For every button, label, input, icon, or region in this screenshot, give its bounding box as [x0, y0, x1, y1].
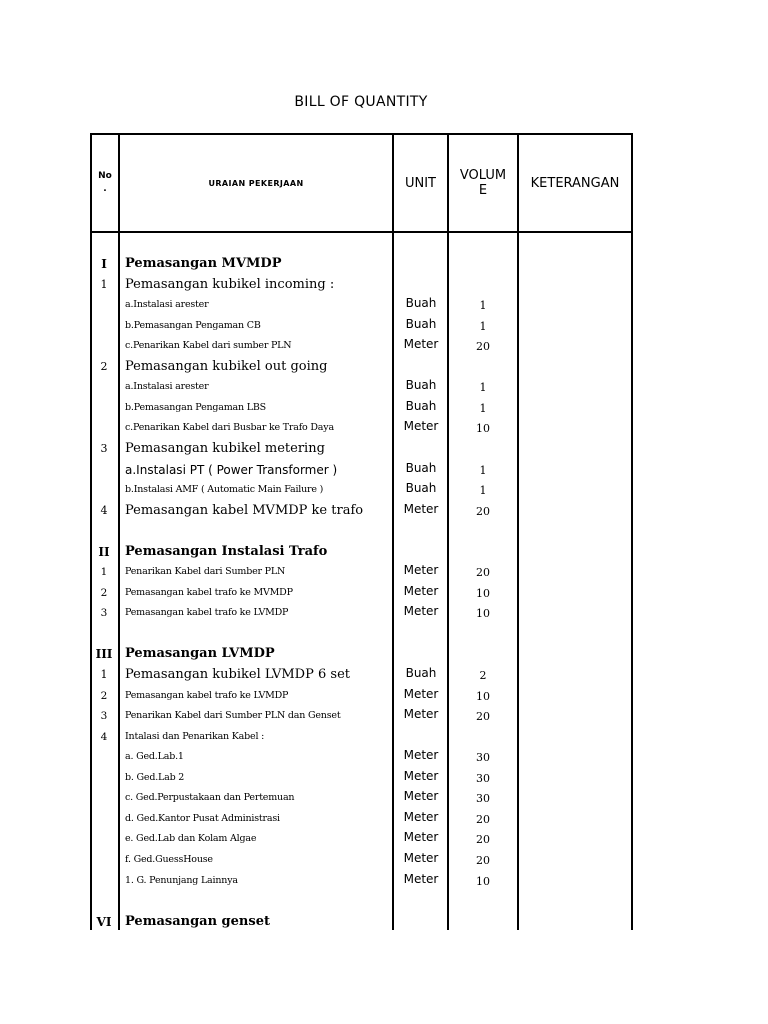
row-number: 3 [100, 607, 108, 620]
row-description: Pemasangan kabel MVMDP ke trafo [125, 502, 364, 518]
row-unit: Meter [403, 707, 439, 722]
row-volume [448, 542, 518, 562]
row-number: III [95, 647, 113, 662]
table-row [90, 603, 633, 623]
row-volume [448, 275, 518, 295]
row-description: a. Ged.Lab.1 [125, 751, 184, 763]
table-row [90, 357, 633, 377]
header-volume: VOLUM E [459, 168, 507, 198]
table-row [90, 542, 633, 562]
table-row [90, 809, 633, 829]
row-unit [393, 521, 449, 541]
row-description: a.Instalasi arester [125, 299, 209, 311]
row-unit: Buah [405, 378, 437, 393]
row-description: d. Ged.Kantor Pusat Administrasi [125, 812, 280, 824]
row-number: 1 [100, 566, 108, 579]
row-unit: Meter [403, 789, 439, 804]
row-unit: Meter [403, 850, 439, 865]
row-description: Pemasangan kubikel out going [125, 358, 328, 374]
table-row [90, 480, 633, 500]
row-volume: 20 [476, 833, 490, 847]
row-number: 2 [100, 359, 108, 373]
table-row [90, 501, 633, 521]
row-description: Pemasangan kabel trafo ke MVMDP [125, 586, 293, 598]
row-description: Pemasangan kabel trafo ke LVMDP [125, 689, 289, 701]
row-number: 1 [100, 668, 108, 681]
table-row [90, 398, 633, 418]
row-number [90, 624, 118, 644]
row-unit: Meter [403, 337, 439, 352]
row-volume [448, 521, 518, 541]
row-number [90, 850, 118, 870]
row-number [90, 891, 118, 911]
header-uraian-pekerjaan: URAIAN PEKERJAAN [208, 178, 304, 188]
table-row [90, 686, 633, 706]
row-unit: Meter [403, 604, 439, 619]
table-row [90, 706, 633, 726]
row-unit: Meter [403, 686, 439, 701]
row-volume: 10 [476, 586, 490, 600]
row-number: I [101, 257, 107, 271]
row-volume: 20 [476, 340, 490, 354]
row-volume: 30 [476, 792, 490, 806]
table-row [90, 254, 633, 274]
row-unit [393, 542, 449, 562]
row-unit: Buah [405, 398, 437, 413]
row-description: Penarikan Kabel dari Sumber PLN [125, 566, 286, 578]
row-number [90, 295, 118, 315]
row-unit: Buah [405, 316, 437, 331]
row-unit [393, 727, 449, 747]
row-volume: 20 [476, 853, 490, 867]
row-unit: Meter [403, 768, 439, 783]
row-volume: 10 [476, 689, 490, 703]
table-row [90, 562, 633, 582]
row-number [90, 521, 118, 541]
row-description: Pemasangan Instalasi Trafo [125, 543, 328, 559]
table-row [90, 418, 633, 438]
row-volume [448, 644, 518, 664]
row-description: b. Ged.Lab 2 [125, 771, 185, 783]
row-description: 1. G. Penunjang Lainnya [125, 874, 238, 886]
row-unit [393, 891, 449, 911]
row-unit: Meter [403, 871, 439, 886]
row-description: b.Pemasangan Pengaman LBS [125, 401, 266, 413]
table-row [90, 912, 633, 932]
row-number [90, 377, 118, 397]
row-unit: Meter [403, 501, 439, 516]
table-row [90, 788, 633, 808]
row-unit: Meter [403, 809, 439, 824]
row-unit: Buah [405, 481, 437, 496]
row-number: 4 [100, 503, 108, 517]
row-description: f. Ged.GuessHouse [125, 853, 213, 865]
row-description: e. Ged.Lab dan Kolam Algae [125, 833, 257, 845]
row-unit [393, 357, 449, 377]
row-unit: Meter [403, 830, 439, 845]
row-volume: 10 [476, 874, 490, 888]
row-volume: 20 [476, 566, 490, 580]
row-volume: 20 [476, 812, 490, 826]
header-no: No . [98, 171, 112, 194]
row-volume [448, 254, 518, 274]
row-unit [393, 275, 449, 295]
table-row [90, 891, 633, 911]
table-row [90, 583, 633, 603]
table-row [90, 829, 633, 849]
row-volume [448, 624, 518, 644]
row-number [90, 418, 118, 438]
row-unit [393, 644, 449, 664]
row-unit: Buah [405, 460, 437, 475]
header-keterangan: KETERANGAN [530, 175, 620, 191]
row-description: Intalasi dan Penarikan Kabel : [125, 730, 265, 742]
row-number: VI [96, 914, 112, 929]
row-volume [448, 439, 518, 459]
row-description: c.Penarikan Kabel dari Busbar ke Trafo Daya [125, 422, 334, 434]
table-row [90, 377, 633, 397]
row-number [90, 788, 118, 808]
row-number [90, 747, 118, 767]
table-row [90, 850, 633, 870]
row-volume: 30 [476, 751, 490, 765]
table-row [90, 747, 633, 767]
row-unit [393, 624, 449, 644]
document-title: BILL OF QUANTITY [294, 94, 428, 110]
row-unit: Meter [403, 583, 439, 598]
row-volume: 30 [476, 771, 490, 785]
header-unit: UNIT [404, 175, 436, 191]
row-description: b.Pemasangan Pengaman CB [125, 319, 261, 331]
row-volume: 1 [479, 381, 487, 395]
row-volume: 10 [476, 422, 490, 436]
table-row [90, 295, 633, 315]
row-number [90, 460, 118, 480]
row-number: 2 [100, 586, 108, 599]
table-row [90, 768, 633, 788]
row-volume: 1 [479, 319, 487, 333]
table-row [90, 521, 633, 541]
row-volume [448, 357, 518, 377]
row-description: b.Instalasi AMF ( Automatic Main Failure ) [125, 484, 324, 496]
row-number: 1 [100, 277, 108, 291]
table-row [90, 336, 633, 356]
row-description: Pemasangan kubikel metering [125, 440, 325, 456]
row-description: Pemasangan MVMDP [125, 256, 282, 271]
row-description: Pemasangan kabel trafo ke LVMDP [125, 607, 289, 619]
row-number [90, 480, 118, 500]
row-unit: Meter [403, 419, 439, 434]
row-unit: Meter [403, 563, 439, 578]
row-unit: Buah [405, 296, 437, 311]
row-description: c.Penarikan Kabel dari sumber PLN [125, 340, 292, 352]
row-volume: 1 [479, 463, 487, 477]
table-row [90, 624, 633, 644]
row-unit [393, 254, 449, 274]
row-unit: Meter [403, 748, 439, 763]
row-number: 3 [100, 710, 108, 723]
row-number [90, 398, 118, 418]
row-volume [448, 891, 518, 911]
boq-table [90, 133, 633, 930]
row-description: Pemasangan kubikel LVMDP 6 set [125, 667, 350, 682]
row-number: 4 [100, 730, 108, 743]
row-description: c. Ged.Perpustakaan dan Pertemuan [125, 792, 295, 804]
row-unit: Buah [405, 666, 437, 680]
row-description: Pemasangan genset [125, 913, 270, 929]
row-volume: 1 [479, 299, 487, 313]
table-row [90, 316, 633, 336]
table-row [90, 275, 633, 295]
table-row [90, 439, 633, 459]
row-volume: 2 [479, 669, 487, 682]
row-number: 2 [100, 689, 108, 702]
row-volume: 10 [476, 607, 490, 621]
row-number: II [98, 544, 110, 559]
row-number: 3 [100, 441, 108, 455]
row-volume: 20 [476, 504, 490, 518]
row-number [90, 829, 118, 849]
table-row [90, 727, 633, 747]
row-description: a.Instalasi PT ( Power Transformer ) [125, 462, 338, 477]
row-unit [393, 912, 449, 932]
row-number [90, 316, 118, 336]
row-number [90, 336, 118, 356]
row-number [90, 871, 118, 891]
row-description: a.Instalasi arester [125, 381, 209, 393]
row-volume: 1 [479, 401, 487, 415]
row-description: Pemasangan kubikel incoming : [125, 276, 335, 292]
row-volume: 1 [479, 484, 487, 498]
row-volume [448, 727, 518, 747]
table-row [90, 644, 633, 664]
row-unit [393, 439, 449, 459]
row-description: Penarikan Kabel dari Sumber PLN dan Genset [125, 710, 341, 722]
table-row [90, 665, 633, 685]
row-description: Pemasangan LVMDP [125, 646, 275, 662]
table-row [90, 460, 633, 480]
table-row [90, 871, 633, 891]
row-number [90, 768, 118, 788]
row-number [90, 809, 118, 829]
row-volume: 20 [476, 710, 490, 724]
row-volume [448, 912, 518, 932]
